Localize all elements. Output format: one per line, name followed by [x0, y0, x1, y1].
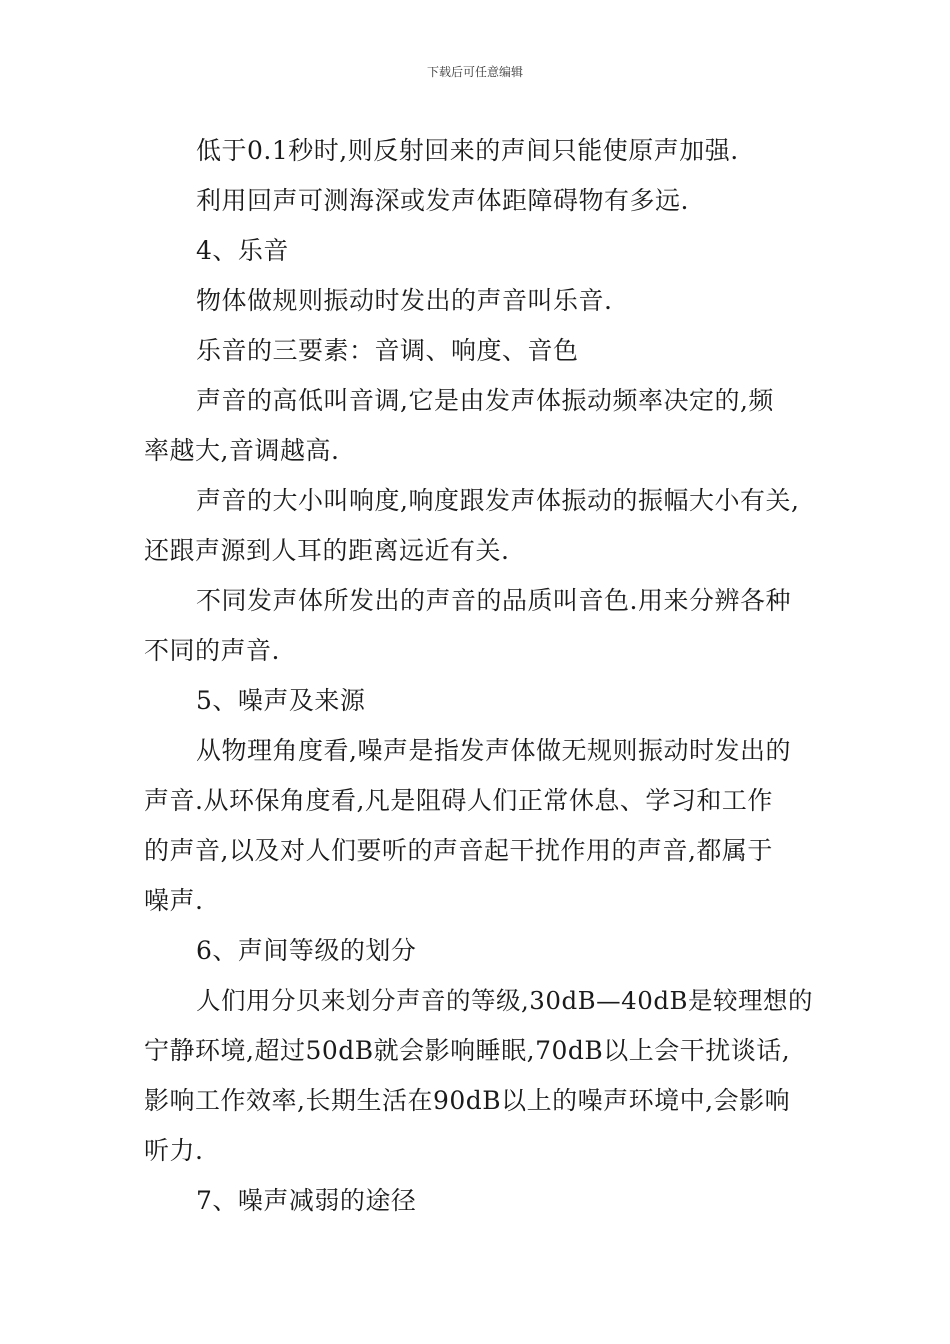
body-line: 率越大,音调越高.	[144, 436, 340, 465]
section-heading: 4、乐音	[196, 236, 289, 265]
section-heading: 6、声间等级的划分	[196, 936, 417, 965]
body-line: 声音.从环保角度看,凡是阻碍人们正常休息、学习和工作	[144, 786, 773, 815]
body-line: 宁静环境,超过50dB就会影响睡眠,70dB以上会干扰谈话,	[144, 1036, 791, 1065]
body-line: 影响工作效率,长期生活在90dB以上的噪声环境中,会影响	[144, 1086, 791, 1115]
body-line: 噪声.	[144, 886, 204, 915]
body-line: 从物理角度看,噪声是指发声体做无规则振动时发出的	[196, 736, 791, 765]
body-line: 声音的大小叫响度,响度跟发声体振动的振幅大小有关,	[196, 486, 800, 515]
section-heading: 5、噪声及来源	[196, 686, 366, 715]
page-header: 下载后可任意编辑	[426, 65, 523, 79]
body-line: 人们用分贝来划分声音的等级,30dB—40dB是较理想的	[196, 986, 814, 1015]
section-heading: 7、噪声减弱的途径	[196, 1186, 417, 1215]
body-line: 低于0.1秒时,则反射回来的声间只能使原声加强.	[196, 136, 739, 165]
body-line: 利用回声可测海深或发声体距障碍物有多远.	[196, 186, 689, 215]
body-line: 的声音,以及对人们要听的声音起干扰作用的声音,都属于	[144, 836, 773, 865]
body-line: 不同发声体所发出的声音的品质叫音色.用来分辨各种	[196, 586, 791, 615]
body-line: 物体做规则振动时发出的声音叫乐音.	[196, 286, 613, 315]
body-line: 声音的高低叫音调,它是由发声体振动频率决定的,频	[196, 386, 774, 415]
body-line: 还跟声源到人耳的距离远近有关.	[144, 536, 510, 565]
body-line: 听力.	[144, 1136, 204, 1165]
document-body	[144, 126, 820, 1226]
body-line: 乐音的三要素：音调、响度、音色	[196, 336, 579, 365]
body-line: 不同的声音.	[144, 636, 280, 665]
